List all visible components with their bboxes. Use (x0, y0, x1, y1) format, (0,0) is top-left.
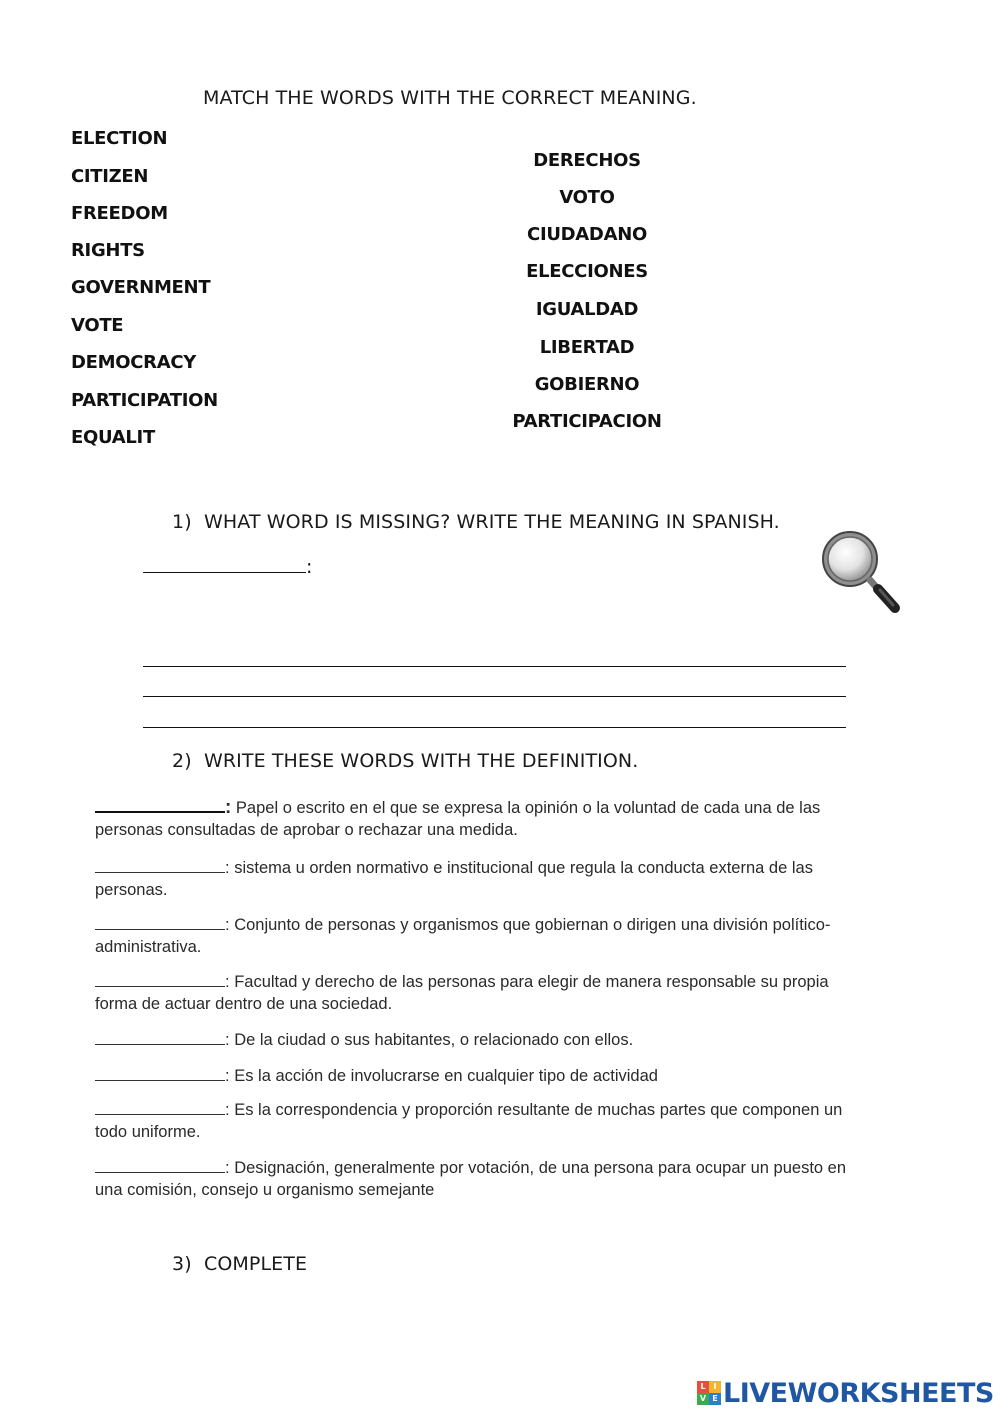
spanish-word: PARTICIPACION (512, 411, 662, 432)
definition-text-line1: De la ciudad o sus habitantes, o relacionado con ellos. (234, 1031, 634, 1049)
english-word: EQUALIT (71, 427, 155, 448)
spanish-word: DERECHOS (533, 150, 641, 171)
missing-word-blank[interactable] (143, 556, 306, 573)
section-3-title: COMPLETE (203, 1253, 308, 1275)
english-word: CITIZEN (71, 166, 149, 187)
spanish-word: CIUDADANO (527, 224, 647, 245)
logo-mark-letter: E (709, 1393, 721, 1405)
spanish-word: GOBIERNO (534, 374, 640, 395)
definition-item: : Es la correspondencia y proporción resultante de muchas partes que componen un todo uniforme. (95, 1101, 843, 1141)
definition-blank[interactable] (95, 973, 225, 987)
definition-blank[interactable] (95, 916, 225, 930)
liveworksheets-logo (697, 1376, 994, 1410)
logo-mark-letter: I (709, 1381, 721, 1393)
section-3-heading (172, 1253, 307, 1275)
definition-blank[interactable] (95, 859, 225, 873)
english-word: PARTICIPATION (71, 390, 218, 411)
english-word: VOTE (71, 315, 124, 336)
definition-item: : Facultad y derecho de las personas para elegir de manera responsable su propia forma de actuar dentro de una sociedad. (95, 973, 829, 1013)
logo-text: LIVEWORKSHEETS (723, 1377, 994, 1409)
definition-text-line2: administrativa. (95, 938, 202, 956)
definition-blank[interactable] (95, 1101, 225, 1115)
section-2-heading (172, 750, 638, 772)
definition-blank[interactable] (95, 798, 225, 813)
section-1-number: 1) (172, 511, 192, 533)
magnifying-glass-icon (815, 526, 905, 621)
english-word: FREEDOM (71, 203, 168, 224)
definition-text-line2: todo uniforme. (95, 1123, 201, 1141)
answer-line[interactable] (143, 696, 846, 697)
english-word: RIGHTS (71, 240, 145, 261)
spanish-word: ELECCIONES (526, 261, 648, 282)
answer-line[interactable] (143, 666, 846, 667)
definition-item: : De la ciudad o sus habitantes, o relacionado con ellos. (95, 1029, 900, 1051)
definition-text-line1: Conjunto de personas y organismos que gobiernan o dirigen una división político- (234, 916, 831, 934)
section-2-number: 2) (172, 750, 192, 772)
definition-text-line1: Es la acción de involucrarse en cualquier tipo de actividad (234, 1067, 658, 1085)
missing-word-answer[interactable] (143, 556, 312, 578)
definition-text-line1: Papel o escrito en el que se expresa la opinión o la voluntad de cada una de las (235, 799, 821, 817)
logo-mark-letter: L (697, 1381, 709, 1393)
section-1-title: WHAT WORD IS MISSING? WRITE THE MEANING IN SPANISH. (203, 511, 780, 533)
definition-item: : Conjunto de personas y organismos que gobiernan o dirigen una división político- administrativa. (95, 916, 831, 956)
section-2-title: WRITE THESE WORDS WITH THE DEFINITION. (203, 750, 639, 772)
definition-item: : Papel o escrito en el que se expresa la opinión o la voluntad de cada una de las personas consultadas de aprobar o rechazar una medida. (95, 797, 821, 839)
definition-text-line2: personas. (95, 881, 168, 899)
worksheet-title: MATCH THE WORDS WITH THE CORRECT MEANING. (203, 87, 697, 109)
definition-text-line1: Facultad y derecho de las personas para elegir de manera responsable su propia (234, 973, 829, 991)
definition-item: : sistema u orden normativo e institucional que regula la conducta externa de las personas. (95, 859, 813, 899)
spanish-word: IGUALDAD (535, 299, 639, 320)
english-word: DEMOCRACY (71, 352, 196, 373)
spanish-word: LIBERTAD (539, 337, 635, 358)
missing-word-colon: : (306, 556, 313, 578)
definition-text-line2: una comisión, consejo u organismo semejante (95, 1181, 435, 1199)
section-3-number: 3) (172, 1253, 192, 1275)
definition-blank[interactable] (95, 1159, 225, 1173)
definition-blank[interactable] (95, 1031, 225, 1045)
liveworksheets-mark-icon (697, 1381, 721, 1405)
definition-text-line1: Designación, generalmente por votación, de una persona para ocupar un puesto en (234, 1159, 847, 1177)
answer-line[interactable] (143, 727, 846, 728)
section-1-heading (172, 511, 780, 533)
definition-blank[interactable] (95, 1067, 225, 1081)
logo-mark-letter: V (697, 1393, 709, 1405)
english-word: GOVERNMENT (71, 277, 211, 298)
definition-text-line2: forma de actuar dentro de una sociedad. (95, 995, 393, 1013)
definition-item: : Es la acción de involucrarse en cualquier tipo de actividad (95, 1065, 900, 1087)
spanish-word: VOTO (559, 187, 615, 208)
definition-text-line1: sistema u orden normativo e institucional que regula la conducta externa de las (234, 859, 813, 877)
definition-text-line2: personas consultadas de aprobar o rechazar una medida. (95, 821, 518, 839)
definition-item: : Designación, generalmente por votación, de una persona para ocupar un puesto en una comisión, consejo u organismo semejante (95, 1159, 847, 1199)
english-word: ELECTION (71, 128, 168, 149)
definition-text-line1: Es la correspondencia y proporción resultante de muchas partes que componen un (234, 1101, 843, 1119)
